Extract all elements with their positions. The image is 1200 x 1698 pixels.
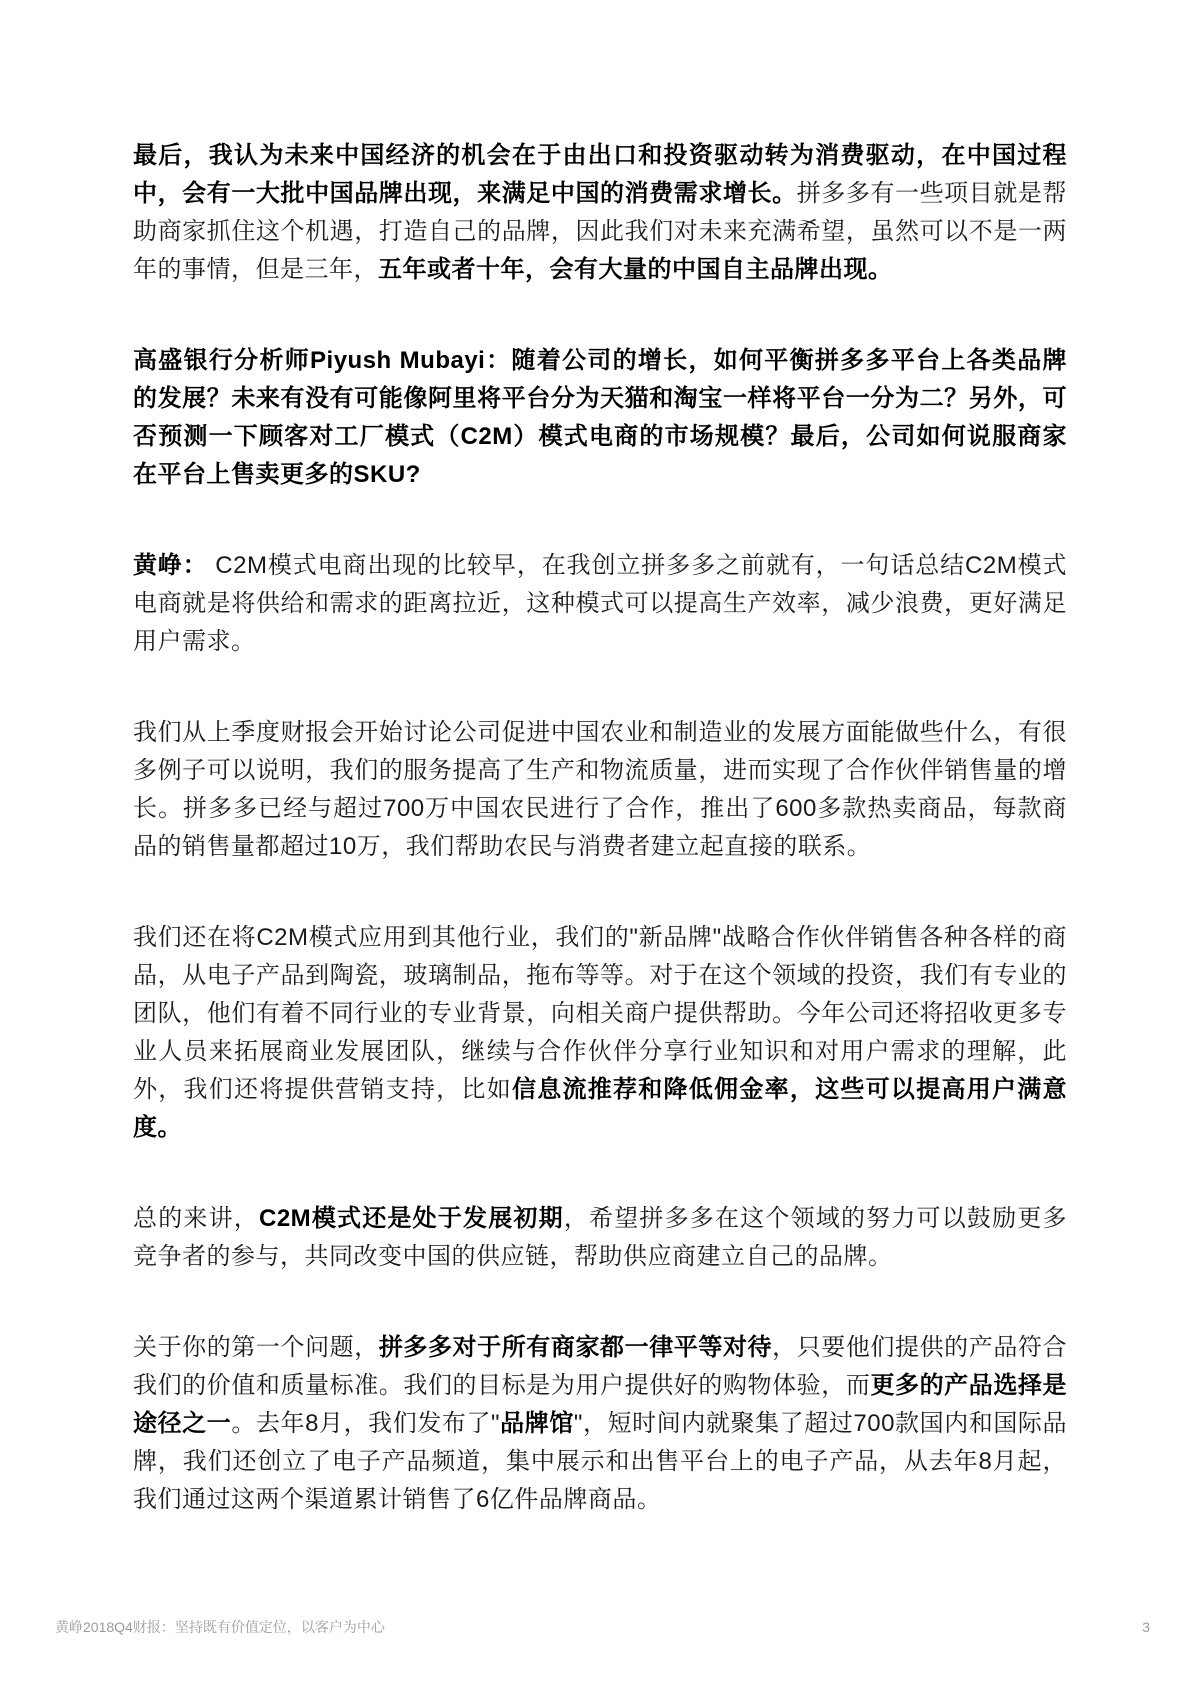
footer-document-title: 黄峥2018Q4财报：坚持既有价值定位，以客户为中心 xyxy=(55,1619,385,1635)
paragraph-answer-china-economy-outlook xyxy=(133,137,1067,289)
page-footer xyxy=(55,1618,1150,1636)
bold-text-run: 品牌馆 xyxy=(500,1410,574,1437)
paragraph-answer-c2m-summary xyxy=(133,1200,1067,1276)
text-run: ，希望拼多多在这个领域的努力可以鼓励更多竞争者的参与，共同改变中国的供应链，帮助供应商建立自己的品牌。 xyxy=(133,1205,1068,1270)
paragraph-answer-agriculture xyxy=(133,714,1067,866)
document-body xyxy=(133,137,1067,1519)
page-number: 3 xyxy=(1142,1619,1150,1635)
bold-text-run: C2M模式还是处于发展初期 xyxy=(258,1205,564,1232)
paragraph-answer-new-brand-strategy xyxy=(133,919,1067,1147)
bold-text-run: 更多的产品选择是途径之一 xyxy=(133,1372,1068,1437)
paragraph-answer-brands-equal-treatment xyxy=(133,1329,1067,1519)
bold-text-run: 黄峥： xyxy=(133,552,208,579)
bold-text-run: 最后，我认为未来中国经济的机会在于由出口和投资驱动转为消费驱动，在中国过程中，会有一大批中国品牌出现，来满足中国的消费需求增长。 xyxy=(133,142,1067,207)
text-run: ，只要他们提供的产品符合我们的价值和质量标准。我们的目标是为用户提供好的购物体验，而 xyxy=(133,1334,1068,1399)
bold-text-run: 拼多多对于所有商家都一律平等对待 xyxy=(378,1334,773,1361)
bold-text-run: 高盛银行分析师Piyush Mubayi：随着公司的增长，如何平衡拼多多平台上各类品牌的发展？未来有没有可能像阿里将平台分为天猫和淘宝一样将平台一分为二？另外，可否预测一下顾客对工厂模式（C2M）模式电商的市场规模？最后，公司如何说服商家在平台上售卖更多的SKU? xyxy=(133,347,1067,488)
text-run: 我们还在将C2M模式应用到其他行业，我们的"新品牌"战略合作伙伴销售各种各样的商品，从电子产品到陶瓷，玻璃制品，拖布等等。对于在这个领域的投资，我们有专业的团队，他们有着不同行业的专业背景，向相关商户提供帮助。今年公司还将招收更多专业人员来拓展商业发展团队，继续与合作伙伴分享行业知识和对用户需求的理解，此外，我们还将提供营销支持，比如 xyxy=(133,924,1067,1103)
text-run: 总的来讲， xyxy=(133,1205,259,1232)
paragraph-analyst-question xyxy=(133,342,1067,494)
paragraph-answer-c2m-intro xyxy=(133,547,1067,661)
text-run: 。去年8月，我们发布了" xyxy=(231,1410,501,1437)
bold-text-run: 五年或者十年，会有大量的中国自主品牌出现。 xyxy=(378,256,893,283)
text-run: C2M模式电商出现的比较早，在我创立拼多多之前就有，一句话总结C2M模式电商就是将供给和需求的距离拉近，这种模式可以提高生产效率，减少浪费，更好满足用户需求。 xyxy=(133,552,1067,655)
text-run: 我们从上季度财报会开始讨论公司促进中国农业和制造业的发展方面能做些什么，有很多例子可以说明，我们的服务提高了生产和物流质量，进而实现了合作伙伴销售量的增长。拼多多已经与超过700万中国农民进行了合作，推出了600多款热卖商品，每款商品的销售量都超过10万，我们帮助农民与消费者建立起直接的联系。 xyxy=(133,719,1067,860)
text-run: 关于你的第一个问题， xyxy=(133,1334,379,1361)
text-run: 拼多多有一些项目就是帮助商家抓住这个机遇，打造自己的品牌，因此我们对未来充满希望，虽然可以不是一两年的事情，但是三年， xyxy=(133,180,1067,283)
text-run: "，短时间内就聚集了超过700款国内和国际品牌，我们还创立了电子产品频道，集中展示和出售平台上的电子产品，从去年8月起，我们通过这两个渠道累计销售了6亿件品牌商品。 xyxy=(133,1410,1068,1513)
bold-text-run: 信息流推荐和降低佣金率，这些可以提高用户满意度。 xyxy=(133,1076,1068,1141)
